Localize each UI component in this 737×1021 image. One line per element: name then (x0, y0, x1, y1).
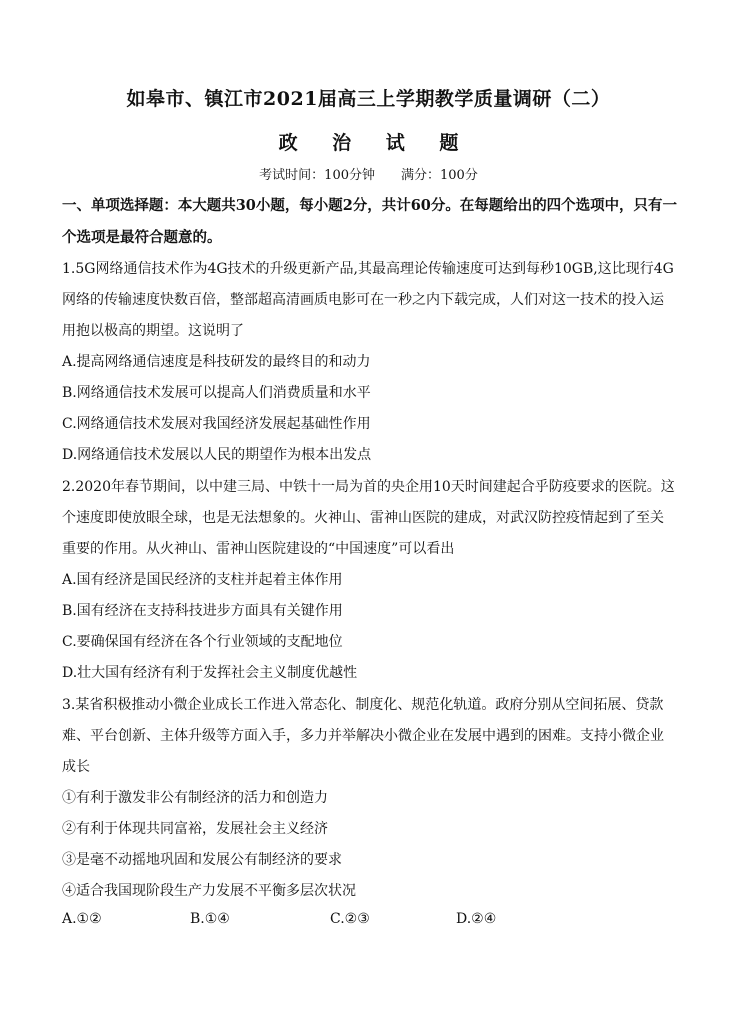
q1-stem-line: 1.5G网络通信技术作为4G技术的升级更新产品,其最高理论传输速度可达到每秒10GB,这比现行4G (62, 261, 674, 277)
q2-stem-line: 重要的作用。从火神山、雷神山医院建设的“中国速度”可以看出 (62, 541, 455, 557)
q1-stem-line: 用抱以极高的期望。这说明了 (62, 323, 244, 339)
subject-title: 政 治 试 题 (278, 132, 473, 154)
q1-stem-line: 网络的传输速度快数百倍，整部超高清画质电影可在一秒之内下载完成，人们对这一技术的投入运 (62, 292, 664, 308)
q2-option-b: B.国有经济在支持科技进步方面具有关键作用 (62, 603, 343, 619)
exam-time: 考试时间：100分钟 (259, 168, 375, 183)
q3-statement-1: ①有利于激发非公有制经济的活力和创造力 (62, 790, 328, 806)
q1-option-c: C.网络通信技术发展对我国经济发展起基础性作用 (62, 416, 371, 432)
q3-option-c: C.②③ (330, 911, 370, 927)
q2-option-a: A.国有经济是国民经济的支柱并起着主体作用 (62, 572, 343, 588)
q3-option-a: A.①② (62, 911, 102, 927)
q3-statement-3: ③是毫不动摇地巩固和发展公有制经济的要求 (62, 852, 342, 868)
q3-stem-line: 难、平台创新、主体升级等方面入手，多力并举解决小微企业在发展中遇到的困难。支持小微企业 (62, 728, 664, 744)
q2-option-c: C.要确保国有经济在各个行业领域的支配地位 (62, 634, 343, 650)
exam-meta (0, 164, 737, 183)
q1-option-d: D.网络通信技术发展以人民的期望作为根本出发点 (62, 447, 372, 463)
exam-title: 如皋市、镇江市2021届高三上学期教学质量调研（二） (126, 88, 611, 110)
section-heading-line-2: 个选项是最符合题意的。 (62, 229, 222, 246)
q3-option-d: D.②④ (456, 911, 497, 927)
q2-option-d: D.壮大国有经济有利于发挥社会主义制度优越性 (62, 665, 358, 681)
full-score: 满分：100分 (401, 168, 478, 183)
q3-stem-line: 3.某省积极推动小微企业成长工作进入常态化、制度化、规范化轨道。政府分别从空间拓展、贷款 (62, 697, 664, 713)
q2-stem-line: 个速度即使放眼全球，也是无法想象的。火神山、雷神山医院的建成，对武汉防控疫情起到了至关 (62, 510, 664, 526)
q1-option-b: B.网络通信技术发展可以提高人们消费质量和水平 (62, 385, 371, 401)
q1-option-a: A.提高网络通信速度是科技研发的最终目的和动力 (62, 354, 371, 370)
q3-option-b: B.①④ (190, 911, 230, 927)
q3-stem-line: 成长 (62, 759, 90, 775)
q3-statement-4: ④适合我国现阶段生产力发展不平衡多层次状况 (62, 883, 356, 899)
q3-statement-2: ②有利于体现共同富裕，发展社会主义经济 (62, 821, 328, 837)
section-heading-line-1: 一、单项选择题：本大题共30小题，每小题2分，共计60分。在每题给出的四个选项中，只有一 (62, 197, 677, 214)
q2-stem-line: 2.2020年春节期间，以中建三局、中铁十一局为首的央企用10天时间建起合乎防疫要求的医院。这 (62, 479, 675, 495)
